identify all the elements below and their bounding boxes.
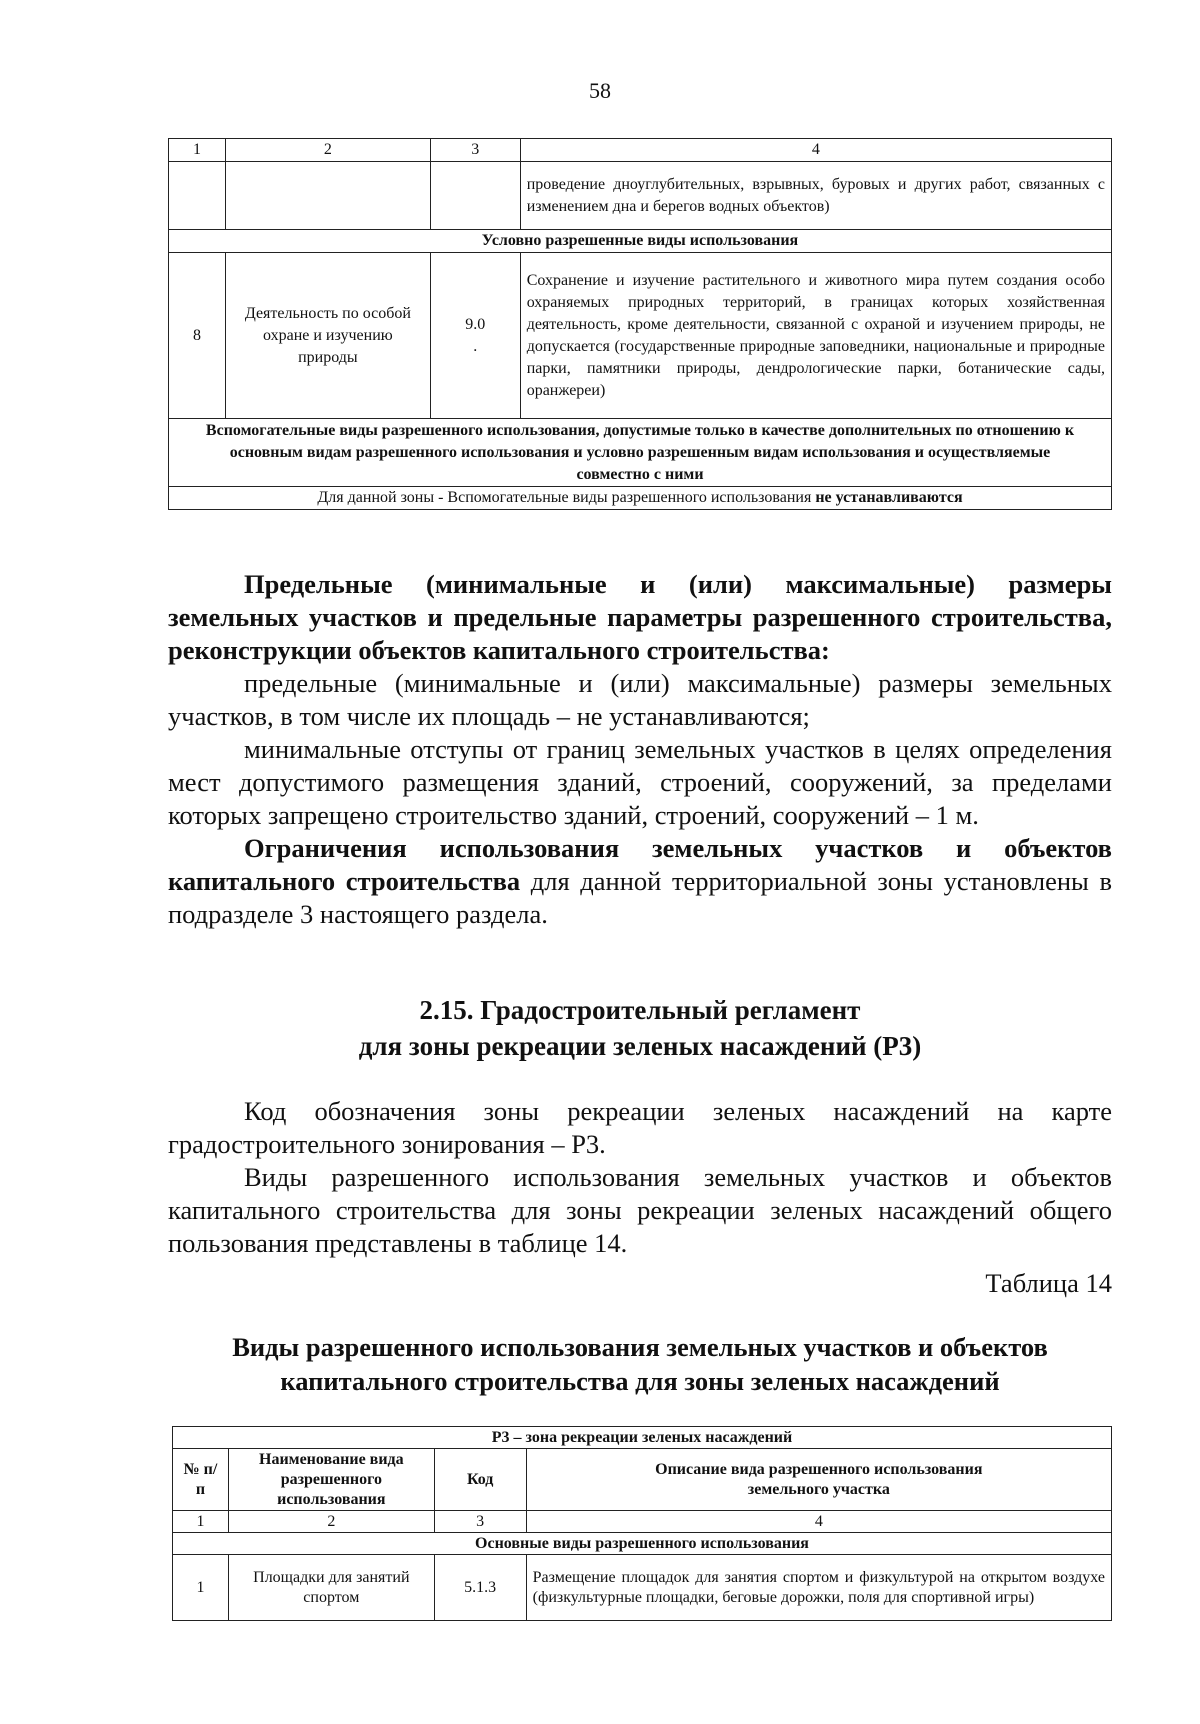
restrictions-paragraph — [168, 832, 1112, 931]
conditional-uses-heading: Условно разрешенные виды использования — [169, 230, 1112, 253]
use-description: Размещение площадок для занятия спортом и физкультурой на открытом воздухе (физкультурные площадки, беговые дорожки, поля для спортивной игры) — [526, 1555, 1111, 1621]
section-title-line-2: для зоны рекреации зеленых насаждений (Р3) — [358, 1031, 922, 1061]
zone-title-row — [173, 1427, 1112, 1449]
main-uses-heading: Основные виды разрешенного использования — [173, 1533, 1112, 1555]
section-row — [169, 487, 1112, 510]
restrictions-rest: для данной территориальной зоны установлены в подразделе 3 настоящего раздела. — [168, 866, 1112, 929]
auxiliary-note-text: Для данной зоны - Вспомогательные виды разрешенного использования — [317, 489, 816, 506]
section-title-line-1: 2.15. Градостроительный регламент — [419, 995, 861, 1025]
limits-heading: Предельные (минимальные и (или) максимальные) размеры земельных участков и предельные параметры разрешенного строительства, реконструкции объектов капитального строительства: — [168, 569, 1112, 665]
table-title-line-1: Виды разрешенного использования земельных участков и объектов — [232, 1332, 1048, 1362]
table-14 — [172, 1426, 1112, 1621]
prev-row-description: проведение дноуглубительных, взрывных, буровых и других работ, связанных с изменением дна и берегов водных объектов) — [520, 162, 1111, 230]
section-title — [168, 992, 1112, 1064]
index-cell-2: 2 — [228, 1511, 434, 1533]
section-paragraph-2: Виды разрешенного использования земельных участков и объектов капитального строительства для зоны рекреации зеленых насаждений общего пользования представлены в таблице 14. — [168, 1162, 1112, 1258]
empty-cell — [225, 162, 430, 230]
use-description: Сохранение и изучение растительного и животного мира путем создания особо охраняемых природных территорий, в границах которых хозяйственная деятельность, кроме деятельности, связанной с охраной и изучением природы, не допускается (государственные природные заповедники, национальные и природные парки, памятники природы, дендрологические парки, ботанические сады, оранжереи) — [520, 253, 1111, 419]
use-code — [430, 253, 520, 419]
section-paragraph-1: Код обозначения зоны рекреации зеленых насаждений на карте градостроительного зонирования – Р3. — [168, 1096, 1112, 1159]
table-title-line-2: капитального строительства для зоны зеленых насаждений — [280, 1366, 1000, 1396]
use-code: 5.1.3 — [434, 1555, 526, 1621]
index-cell-4: 4 — [520, 139, 1111, 162]
use-name: Площадки для занятий спортом — [228, 1555, 434, 1621]
header-description: Описание вида разрешенного использования земельного участка — [526, 1449, 1111, 1511]
table-index-row — [173, 1511, 1112, 1533]
empty-cell — [169, 162, 226, 230]
section-row — [173, 1533, 1112, 1555]
use-name: Деятельность по особой охране и изучению природы — [225, 253, 430, 419]
row-number: 8 — [169, 253, 226, 419]
table-row — [169, 162, 1112, 230]
index-cell-4: 4 — [526, 1511, 1111, 1533]
table-index-row — [169, 139, 1112, 162]
continued-regulation-table — [168, 138, 1112, 510]
section-intro — [168, 1095, 1112, 1260]
empty-cell — [430, 162, 520, 230]
restrictions-bold: Ограничения использования земельных участков и объектов капитального строительства — [168, 833, 1112, 896]
header-num: № п/п — [173, 1449, 229, 1511]
auxiliary-note — [169, 487, 1112, 510]
index-cell-1: 1 — [173, 1511, 229, 1533]
header-row — [173, 1449, 1112, 1511]
index-cell-2: 2 — [225, 139, 430, 162]
index-cell-3: 3 — [430, 139, 520, 162]
auxiliary-note-bold: не устанавливаются — [815, 489, 963, 506]
limits-section — [168, 568, 1112, 931]
auxiliary-uses-heading: Вспомогательные виды разрешенного использования, допустимые только в качестве дополнительных по отношению к основным видам разрешенного использования и условно разрешенным видам использования и осуществляемые совместно с ними — [169, 419, 1112, 487]
zone-title: Р3 – зона рекреации зеленых насаждений — [173, 1427, 1112, 1449]
table-row — [173, 1555, 1112, 1621]
section-row — [169, 419, 1112, 487]
header-name: Наименование вида разрешенного использования — [228, 1449, 434, 1511]
limits-paragraph-2: минимальные отступы от границ земельных участков в целях определения мест допустимого размещения зданий, строений, сооружений, за пределами которых запрещено строительство зданий, строений, сооружений – 1 м. — [168, 734, 1112, 830]
section-row — [169, 230, 1112, 253]
page-number: 58 — [589, 78, 611, 103]
index-cell-3: 3 — [434, 1511, 526, 1533]
table-title — [168, 1330, 1112, 1398]
table-caption: Таблица 14 — [985, 1268, 1112, 1298]
row-number: 1 — [173, 1555, 229, 1621]
table-row — [169, 253, 1112, 419]
limits-paragraph-1: предельные (минимальные и (или) максимальные) размеры земельных участков, в том числе их площадь – не устанавливаются; — [168, 668, 1112, 731]
header-code: Код — [434, 1449, 526, 1511]
use-code-value: 9.0 — [465, 315, 486, 333]
index-cell-1: 1 — [169, 139, 226, 162]
stray-dot: . — [473, 337, 478, 355]
